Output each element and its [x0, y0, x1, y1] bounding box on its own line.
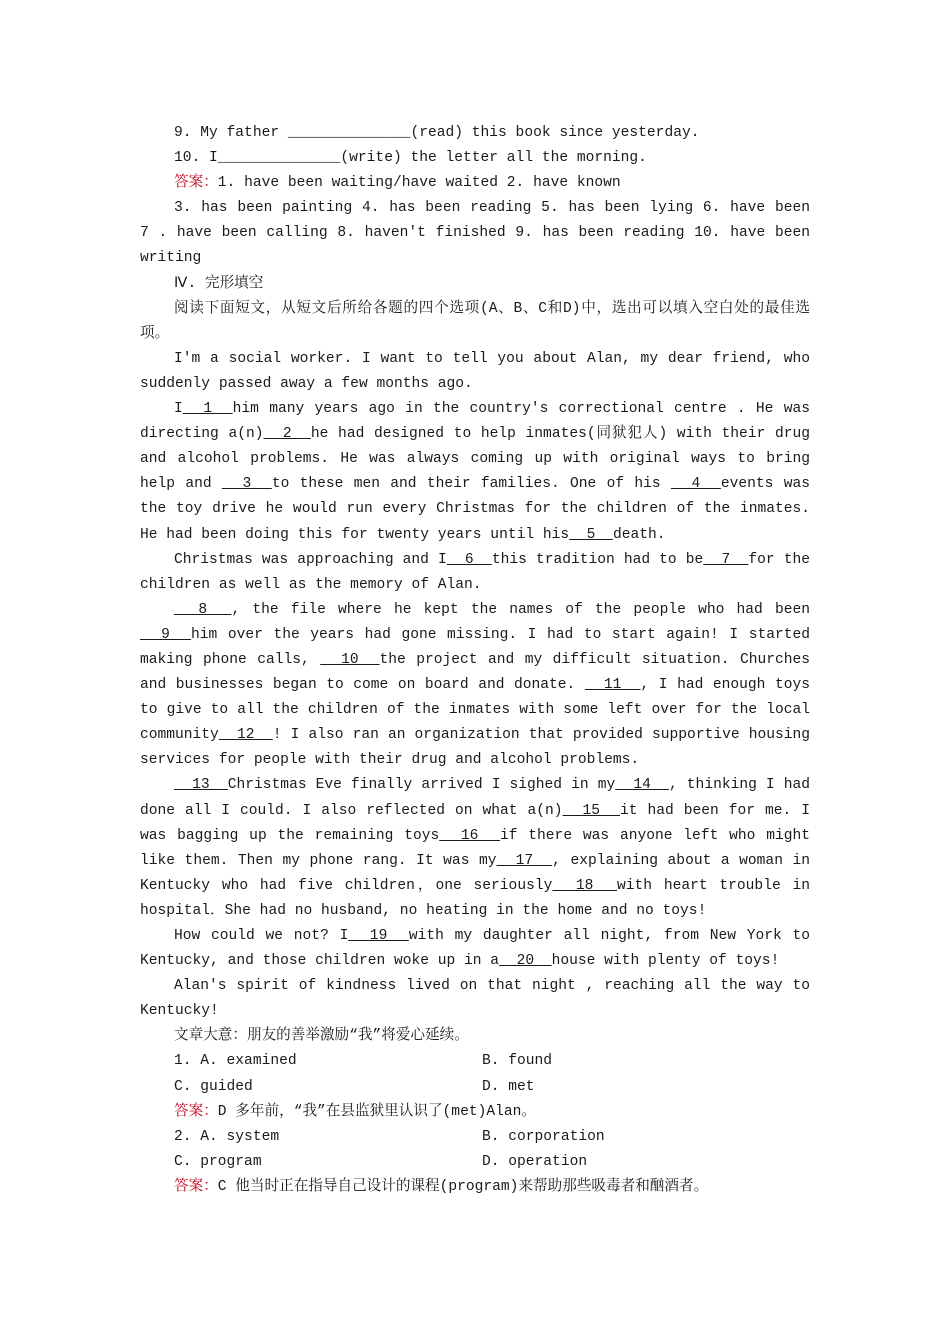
- passage-text: , the file where he kept the names of the people who had been: [231, 601, 810, 618]
- passage-text: him over the years had gone missing. I had to start again! I started making phone calls,: [140, 626, 810, 668]
- option-c: C. guided: [174, 1078, 253, 1095]
- passage-text: for the children as well as the memory of Alan.: [140, 551, 810, 593]
- blank-number: 15: [562, 802, 620, 819]
- passage-text: events was the toy drive he would run every Christmas for the children of the inmates. He had been doing this for twenty years until his: [140, 476, 810, 543]
- passage-paragraph-5: [140, 773, 810, 924]
- answer-line-3: 7 . have been calling 8. haven't finished 9. has been reading 10. have been: [140, 225, 810, 242]
- passage-text: , explaining about a woman in Kentucky who had five children，one seriously: [140, 852, 810, 894]
- passage-text: with heart trouble in hospital．She had no husband, no heating in the home and no toys!: [140, 877, 811, 919]
- blank-number: 14: [615, 777, 669, 794]
- exercise-10: 10. I______________(write) the letter all the morning.: [174, 150, 647, 167]
- blank-number: 3: [221, 476, 272, 493]
- passage-text: to these men and their families. One of his: [271, 476, 671, 493]
- option-b: B. found: [482, 1053, 553, 1070]
- passage-paragraph-1: I'm a social worker. I want to tell you about Alan, my dear friend, who suddenly passed away a few months ago.: [140, 350, 810, 392]
- answer-label: 答案：: [174, 1103, 218, 1120]
- blank-number: 17: [496, 852, 553, 869]
- blank-number: 5: [569, 526, 613, 543]
- passage-paragraph-3: [140, 548, 810, 598]
- passage-paragraph-2: [140, 397, 810, 548]
- passage-text: , I had enough toys to give to all the children of the inmates with some left over for the local community: [140, 677, 811, 744]
- option-b: B. corporation: [482, 1128, 605, 1145]
- blank-number: 1: [182, 401, 233, 418]
- option-a: 1. A. examined: [174, 1053, 297, 1070]
- passage-text: the project and my difficult situation. Churches and businesses began to come on board and donate.: [140, 651, 811, 694]
- section-title: Ⅳ. 完形填空: [174, 275, 264, 292]
- blank-number: 2: [263, 426, 311, 443]
- passage-paragraph-6: [140, 924, 810, 974]
- question-1-answer: 答案：D 多年前，“我”在县监狱里认识了(met)Alan。: [174, 1103, 536, 1120]
- option-d: D. met: [482, 1078, 535, 1095]
- answer-label: 答案：: [174, 1178, 218, 1195]
- blank-number: 9: [140, 626, 192, 643]
- passage-text: Christmas was approaching and I: [174, 551, 447, 568]
- document-page: [140, 121, 810, 1200]
- blank-number: 18: [552, 877, 618, 894]
- option-a: 2. A. system: [174, 1128, 280, 1145]
- passage-text: , thinking I had done all I could. I also reflected on what a(n): [140, 777, 811, 819]
- question-2-options-cd: [140, 1150, 810, 1175]
- answer-line-2: 3. has been painting 4. has been reading 5. has been lying 6. have been: [174, 200, 810, 217]
- passage-paragraph-7: Alan's spirit of kindness lived on that night , reaching all the way to Kentucky!: [140, 978, 810, 1020]
- passage-text: death.: [612, 526, 666, 543]
- passage-text: I: [174, 401, 183, 418]
- answer-line-4: writing: [140, 250, 202, 267]
- passage-text: ! I also ran an organization that provided supportive housing services for people with their drug and alcohol problems.: [140, 727, 811, 769]
- answer-label: 答案：: [174, 175, 218, 192]
- section-instruction: 阅读下面短文，从短文后所给各题的四个选项(A、B、C和D)中，选出可以填入空白处的最佳选项。: [140, 300, 810, 342]
- blank-number: 10: [320, 651, 380, 668]
- passage-text: he had designed to help inmates(同狱犯人) with their drug and alcohol problems. He was always coming up with original ways to bring help and: [140, 426, 811, 493]
- option-c: C. program: [174, 1153, 262, 1170]
- passage-text: him many years ago in the country's correctional centre . He was directing a(n): [140, 401, 810, 443]
- blank-number: 6: [446, 551, 492, 568]
- blank-number: 19: [348, 928, 409, 944]
- question-1-options-ab: [140, 1049, 810, 1074]
- blank-number: 12: [218, 727, 273, 744]
- passage-paragraph-4: [140, 598, 810, 774]
- passage-text: it had been for me. I was bagging up the remaining toys: [140, 802, 810, 844]
- passage-text: How could we not? I: [174, 928, 349, 944]
- exercise-9: 9. My father ______________(read) this book since yesterday.: [174, 125, 700, 141]
- blank-number: 4: [670, 476, 721, 493]
- question-1: [140, 1049, 810, 1124]
- answer-line-1: 答案：1. have been waiting/have waited 2. have known: [174, 175, 621, 192]
- blank-number: 13: [174, 777, 228, 794]
- blank-number: 11: [584, 677, 641, 694]
- blank-number: 7: [703, 551, 749, 568]
- question-1-options-cd: [140, 1075, 810, 1100]
- passage-text: if there was anyone left who might like them. Then my phone rang. It was my: [140, 827, 810, 869]
- blank-number: 20: [499, 953, 552, 970]
- question-2-answer: 答案：C 他当时正在指导自己设计的课程(program)来帮助那些吸毒者和酗酒者。: [174, 1178, 709, 1195]
- passage-text: house with plenty of toys!: [551, 953, 780, 970]
- blank-number: 8: [174, 601, 232, 618]
- question-2-options-ab: [140, 1125, 810, 1150]
- option-d: D. operation: [482, 1153, 588, 1170]
- passage-text: Christmas Eve finally arrived I sighed in my: [227, 777, 616, 794]
- passage-text: with my daughter all night, from New York to Kentucky, and those children woke up in a: [140, 928, 811, 970]
- summary: 文章大意：朋友的善举激励“我”将爱心延续。: [174, 1028, 469, 1045]
- question-2: [140, 1125, 810, 1200]
- blank-number: 16: [439, 827, 500, 844]
- passage-text: this tradition had to be: [491, 551, 704, 568]
